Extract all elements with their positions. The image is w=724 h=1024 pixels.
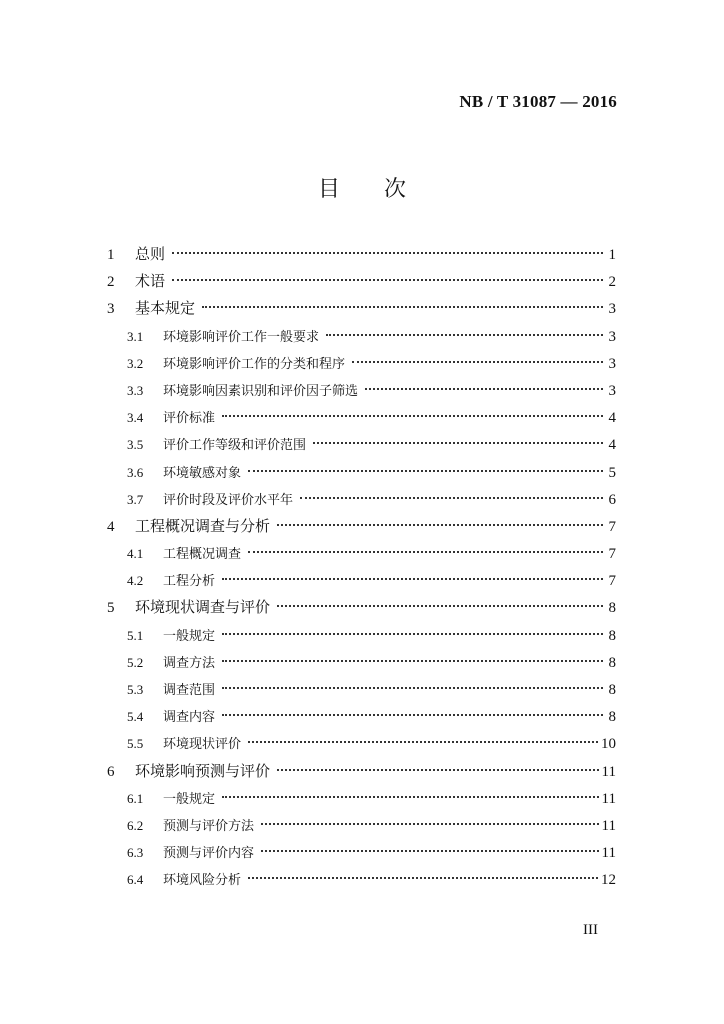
toc-section-entry[interactable] bbox=[107, 730, 616, 757]
standard-code: NB / T 31087 — 2016 bbox=[459, 92, 617, 111]
toc-chapter-entry[interactable] bbox=[107, 295, 616, 322]
toc-entry-number: 3.6 bbox=[127, 464, 144, 480]
toc-section-entry[interactable] bbox=[107, 839, 616, 866]
toc-entry-page: 10 bbox=[601, 736, 616, 753]
toc-entry-page: 8 bbox=[608, 654, 616, 671]
toc-entry-number: 3.3 bbox=[127, 382, 144, 398]
toc-chapter-entry[interactable] bbox=[107, 513, 616, 540]
toc-entry-title: 总则 bbox=[135, 245, 166, 263]
toc-dot-leader bbox=[277, 769, 599, 771]
toc-entry-number: 5.1 bbox=[127, 627, 144, 643]
toc-entry-title: 环境影响评价工作一般要求 bbox=[163, 329, 320, 345]
page-number: III bbox=[583, 922, 598, 938]
toc-entry-number: 3.1 bbox=[127, 328, 144, 344]
toc-entry-title: 术语 bbox=[135, 272, 166, 291]
toc-entry-title: 工程概况调查 bbox=[163, 547, 242, 563]
toc-dot-leader bbox=[202, 306, 603, 308]
toc-section-entry[interactable] bbox=[107, 486, 616, 513]
toc-entry-page: 3 bbox=[608, 301, 616, 318]
toc-entry-title: 评价时段及评价水平年 bbox=[163, 492, 294, 508]
toc-entry-number: 3 bbox=[107, 301, 115, 318]
toc-chapter-entry[interactable] bbox=[107, 268, 616, 295]
toc-entry-page: 7 bbox=[608, 546, 616, 563]
toc-entry-number: 6.4 bbox=[127, 872, 144, 888]
toc-entry-title: 基本规定 bbox=[135, 299, 196, 318]
toc-entry-page: 1 bbox=[608, 247, 616, 263]
toc-entry-number: 3.7 bbox=[127, 491, 144, 507]
toc-dot-leader bbox=[261, 850, 599, 852]
toc-entry-number: 6.3 bbox=[127, 845, 144, 861]
toc-entry-page: 8 bbox=[608, 627, 616, 644]
toc-entry-number: 1 bbox=[107, 247, 115, 263]
toc-entry-page: 11 bbox=[601, 845, 616, 862]
toc-section-entry[interactable] bbox=[107, 866, 616, 893]
toc-section-entry[interactable] bbox=[107, 676, 616, 703]
toc-entry-title: 工程概况调查与分析 bbox=[135, 516, 271, 535]
toc-entry-page: 8 bbox=[608, 682, 616, 698]
toc-chapter-entry[interactable] bbox=[107, 594, 616, 621]
toc-dot-leader bbox=[222, 633, 603, 635]
toc-entry-number: 4.1 bbox=[127, 546, 144, 562]
toc-entry-title: 预测与评价方法 bbox=[163, 818, 255, 834]
toc-dot-leader bbox=[248, 741, 598, 743]
toc-dot-leader bbox=[222, 714, 603, 716]
toc-entry-number: 5 bbox=[107, 600, 115, 617]
toc-chapter-entry[interactable] bbox=[107, 758, 616, 785]
toc-entry-number: 3.4 bbox=[127, 410, 144, 426]
toc-entry-page: 3 bbox=[608, 328, 616, 345]
toc-entry-page: 11 bbox=[601, 817, 616, 834]
toc-entry-number: 5.2 bbox=[127, 654, 144, 670]
toc-entry-number: 5.4 bbox=[127, 709, 144, 725]
toc-section-entry[interactable] bbox=[107, 567, 616, 594]
toc-entry-title: 环境影响评价工作的分类和程序 bbox=[163, 356, 346, 372]
toc-dot-leader bbox=[222, 578, 603, 580]
toc-dot-leader bbox=[222, 415, 603, 417]
toc-section-entry[interactable] bbox=[107, 812, 616, 839]
toc-dot-leader bbox=[313, 442, 603, 444]
toc-entry-title: 环境风险分析 bbox=[163, 873, 242, 889]
toc-entry-page: 4 bbox=[608, 437, 616, 454]
toc-entry-title: 调查内容 bbox=[163, 710, 216, 726]
toc-entry-title: 环境现状评价 bbox=[163, 737, 242, 753]
toc-dot-leader bbox=[222, 660, 603, 662]
toc-entry-page: 12 bbox=[601, 872, 616, 889]
toc-entry-title: 评价工作等级和评价范围 bbox=[163, 438, 307, 454]
toc-section-entry[interactable] bbox=[107, 540, 616, 567]
toc-dot-leader bbox=[326, 334, 603, 336]
toc-dot-leader bbox=[172, 279, 603, 281]
toc-entry-title: 环境影响因素识别和评价因子筛选 bbox=[163, 383, 359, 399]
toc-entry-number: 5.3 bbox=[127, 682, 144, 697]
toc-entry-title: 调查范围 bbox=[163, 683, 216, 698]
toc-entry-title: 环境现状调查与评价 bbox=[135, 598, 271, 617]
toc-entry-title: 评价标准 bbox=[163, 411, 216, 427]
toc-dot-leader bbox=[248, 877, 598, 879]
toc-dot-leader bbox=[222, 796, 599, 798]
toc-dot-leader bbox=[300, 497, 603, 499]
toc-entry-page: 8 bbox=[608, 709, 616, 726]
toc-entry-title: 一般规定 bbox=[163, 628, 216, 644]
toc-entry-number: 6.1 bbox=[127, 790, 144, 806]
toc-entry-number: 3.5 bbox=[127, 437, 144, 453]
toc-section-entry[interactable] bbox=[107, 622, 616, 649]
toc-entry-page: 11 bbox=[601, 790, 616, 807]
toc-entry-page: 3 bbox=[608, 355, 616, 372]
table-of-contents bbox=[107, 241, 616, 894]
toc-dot-leader bbox=[352, 361, 603, 363]
toc-entry-page: 7 bbox=[608, 573, 616, 590]
toc-entry-number: 2 bbox=[107, 274, 115, 291]
toc-entry-title: 环境影响预测与评价 bbox=[135, 761, 271, 780]
toc-entry-number: 3.2 bbox=[127, 355, 144, 371]
toc-dot-leader bbox=[222, 687, 603, 689]
toc-section-entry[interactable] bbox=[107, 431, 616, 458]
toc-dot-leader bbox=[172, 252, 603, 254]
toc-section-entry[interactable] bbox=[107, 649, 616, 676]
toc-dot-leader bbox=[365, 388, 603, 390]
toc-chapter-entry[interactable] bbox=[107, 241, 616, 268]
toc-dot-leader bbox=[248, 470, 603, 472]
toc-entry-title: 调查方法 bbox=[163, 655, 216, 671]
toc-section-entry[interactable] bbox=[107, 703, 616, 730]
toc-entry-number: 4.2 bbox=[127, 573, 144, 589]
toc-entry-title: 工程分析 bbox=[163, 574, 216, 590]
toc-entry-page: 5 bbox=[608, 464, 616, 481]
toc-entry-number: 5.5 bbox=[127, 736, 144, 752]
toc-entry-page: 8 bbox=[608, 600, 616, 617]
toc-dot-leader bbox=[277, 524, 603, 526]
toc-entry-page: 2 bbox=[608, 274, 616, 291]
toc-entry-title: 预测与评价内容 bbox=[163, 846, 255, 862]
toc-entry-page: 11 bbox=[601, 763, 616, 780]
toc-dot-leader bbox=[248, 551, 603, 553]
toc-entry-page: 4 bbox=[608, 410, 616, 427]
toc-dot-leader bbox=[277, 605, 603, 607]
toc-entry-title: 环境敏感对象 bbox=[163, 465, 242, 481]
toc-entry-number: 6.2 bbox=[127, 817, 144, 833]
toc-entry-page: 7 bbox=[608, 518, 616, 535]
toc-section-entry[interactable] bbox=[107, 323, 616, 350]
toc-entry-number: 4 bbox=[107, 518, 115, 535]
toc-section-entry[interactable] bbox=[107, 350, 616, 377]
toc-dot-leader bbox=[261, 823, 599, 825]
toc-entry-number: 6 bbox=[107, 763, 115, 780]
toc-entry-page: 3 bbox=[608, 382, 616, 399]
toc-title: 目次 bbox=[317, 177, 450, 202]
toc-entry-title: 一般规定 bbox=[163, 791, 216, 807]
toc-section-entry[interactable] bbox=[107, 377, 616, 404]
toc-section-entry[interactable] bbox=[107, 785, 616, 812]
toc-section-entry[interactable] bbox=[107, 404, 616, 431]
toc-entry-page: 6 bbox=[608, 491, 616, 508]
toc-section-entry[interactable] bbox=[107, 459, 616, 486]
